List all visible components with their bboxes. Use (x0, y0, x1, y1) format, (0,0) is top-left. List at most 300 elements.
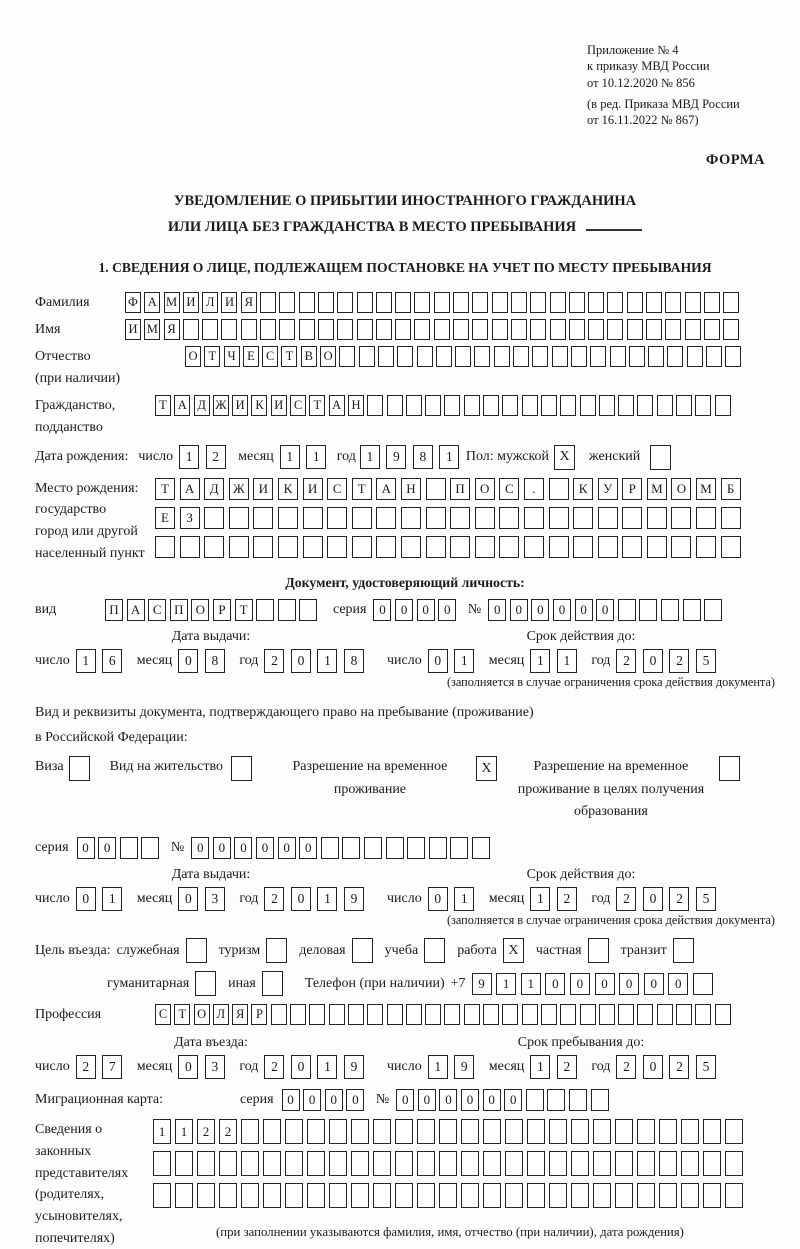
form-cell[interactable] (502, 1004, 518, 1025)
form-cell[interactable] (395, 1183, 413, 1208)
form-cell[interactable]: 8 (205, 649, 225, 673)
form-cell[interactable] (241, 1151, 259, 1176)
form-cell[interactable] (593, 1119, 611, 1144)
form-cell[interactable]: 1 (428, 1055, 448, 1079)
form-cell[interactable]: 1 (317, 649, 337, 673)
form-cell[interactable]: З (180, 507, 200, 529)
form-cell[interactable] (659, 1183, 677, 1208)
form-cell[interactable] (671, 536, 691, 558)
form-cell[interactable] (434, 319, 450, 340)
form-cell[interactable] (646, 292, 662, 313)
form-cell[interactable]: М (696, 478, 716, 500)
form-cell[interactable]: 1 (530, 649, 550, 673)
form-cell[interactable]: 0 (234, 837, 252, 859)
form-cell[interactable]: 0 (303, 1089, 321, 1111)
form-cell[interactable]: А (174, 395, 190, 416)
form-cell[interactable] (725, 1151, 743, 1176)
form-cell[interactable] (571, 346, 587, 367)
form-cell[interactable]: 1 (530, 887, 550, 911)
form-cell[interactable] (532, 346, 548, 367)
form-cell[interactable] (285, 1151, 303, 1176)
form-cell[interactable] (426, 536, 446, 558)
form-cell[interactable]: П (105, 599, 123, 621)
form-cell[interactable]: 0 (291, 649, 311, 673)
form-cell[interactable] (530, 292, 546, 313)
form-cell[interactable] (351, 1119, 369, 1144)
form-cell[interactable]: 1 (557, 649, 577, 673)
form-cell[interactable] (483, 395, 499, 416)
form-cell[interactable] (175, 1151, 193, 1176)
form-cell[interactable] (637, 1183, 655, 1208)
form-cell[interactable] (395, 319, 411, 340)
form-cell[interactable] (219, 1183, 237, 1208)
form-cell[interactable] (357, 292, 373, 313)
form-cell[interactable] (279, 292, 295, 313)
form-cell[interactable] (723, 292, 739, 313)
form-cell[interactable] (618, 1004, 634, 1025)
form-cell[interactable]: 1 (317, 1055, 337, 1079)
purpose-other-checkbox[interactable] (262, 971, 283, 996)
form-cell[interactable]: 2 (219, 1119, 237, 1144)
form-cell[interactable]: 0 (325, 1089, 343, 1111)
form-cell[interactable] (685, 292, 701, 313)
form-cell[interactable]: 2 (206, 445, 226, 469)
form-cell[interactable] (141, 837, 159, 859)
form-cell[interactable] (618, 395, 634, 416)
form-cell[interactable] (571, 1151, 589, 1176)
form-cell[interactable] (639, 599, 657, 621)
form-cell[interactable] (588, 292, 604, 313)
form-cell[interactable]: Р (622, 478, 642, 500)
form-cell[interactable] (527, 1183, 545, 1208)
form-cell[interactable]: Т (235, 599, 253, 621)
form-cell[interactable] (681, 1151, 699, 1176)
form-cell[interactable]: 0 (291, 887, 311, 911)
form-cell[interactable] (703, 1151, 721, 1176)
form-cell[interactable] (367, 1004, 383, 1025)
form-cell[interactable] (665, 292, 681, 313)
form-cell[interactable]: 1 (439, 445, 459, 469)
form-cell[interactable] (590, 346, 606, 367)
form-cell[interactable]: А (144, 292, 160, 313)
purpose-study-checkbox[interactable] (424, 938, 445, 963)
form-cell[interactable] (376, 319, 392, 340)
form-cell[interactable]: 0 (553, 599, 571, 621)
form-cell[interactable] (426, 507, 446, 529)
gender-male-checkbox[interactable]: X (554, 445, 575, 470)
form-cell[interactable]: 5 (696, 1055, 716, 1079)
form-cell[interactable] (329, 1119, 347, 1144)
form-cell[interactable] (253, 536, 273, 558)
form-cell[interactable] (526, 1089, 544, 1111)
form-cell[interactable] (318, 292, 334, 313)
form-cell[interactable]: 1 (317, 887, 337, 911)
form-cell[interactable] (278, 507, 298, 529)
form-cell[interactable] (439, 1119, 457, 1144)
form-cell[interactable] (527, 1151, 545, 1176)
form-cell[interactable] (373, 1183, 391, 1208)
form-cell[interactable] (569, 319, 585, 340)
form-cell[interactable] (665, 319, 681, 340)
form-cell[interactable] (703, 1119, 721, 1144)
form-cell[interactable]: 0 (373, 599, 391, 621)
form-cell[interactable] (622, 507, 642, 529)
form-cell[interactable] (327, 507, 347, 529)
form-cell[interactable]: Я (164, 319, 180, 340)
form-cell[interactable] (204, 536, 224, 558)
form-cell[interactable] (725, 1119, 743, 1144)
form-cell[interactable] (715, 395, 731, 416)
form-cell[interactable]: С (327, 478, 347, 500)
form-cell[interactable] (461, 1183, 479, 1208)
form-cell[interactable]: 9 (344, 887, 364, 911)
form-cell[interactable] (241, 1183, 259, 1208)
gender-female-checkbox[interactable] (650, 445, 671, 470)
form-cell[interactable]: О (671, 478, 691, 500)
form-cell[interactable] (439, 1151, 457, 1176)
form-cell[interactable] (278, 599, 296, 621)
form-cell[interactable] (414, 292, 430, 313)
form-cell[interactable]: 2 (669, 1055, 689, 1079)
form-cell[interactable]: 8 (413, 445, 433, 469)
form-cell[interactable] (661, 599, 679, 621)
form-cell[interactable]: 2 (264, 649, 284, 673)
form-cell[interactable]: 1 (175, 1119, 193, 1144)
form-cell[interactable] (464, 1004, 480, 1025)
form-cell[interactable] (721, 536, 741, 558)
form-cell[interactable] (256, 599, 274, 621)
form-cell[interactable] (483, 1151, 501, 1176)
form-cell[interactable] (550, 292, 566, 313)
form-cell[interactable]: 0 (346, 1089, 364, 1111)
form-cell[interactable] (364, 837, 382, 859)
form-cell[interactable] (253, 507, 273, 529)
form-cell[interactable]: Р (251, 1004, 267, 1025)
form-cell[interactable] (483, 1183, 501, 1208)
form-cell[interactable] (329, 1183, 347, 1208)
form-cell[interactable] (593, 1183, 611, 1208)
form-cell[interactable] (285, 1119, 303, 1144)
form-cell[interactable]: 0 (596, 599, 614, 621)
form-cell[interactable] (229, 536, 249, 558)
form-cell[interactable] (622, 536, 642, 558)
form-cell[interactable] (511, 292, 527, 313)
form-cell[interactable] (569, 292, 585, 313)
form-cell[interactable] (696, 507, 716, 529)
form-cell[interactable] (219, 1151, 237, 1176)
form-cell[interactable]: С (499, 478, 519, 500)
form-cell[interactable] (721, 507, 741, 529)
form-cell[interactable] (588, 319, 604, 340)
form-cell[interactable] (378, 346, 394, 367)
form-cell[interactable] (683, 599, 701, 621)
form-cell[interactable]: Ж (213, 395, 229, 416)
form-cell[interactable]: 1 (496, 973, 516, 995)
form-cell[interactable] (455, 346, 471, 367)
form-cell[interactable] (569, 1089, 587, 1111)
form-cell[interactable]: 0 (291, 1055, 311, 1079)
form-cell[interactable] (309, 1004, 325, 1025)
form-cell[interactable] (499, 536, 519, 558)
purpose-transit-checkbox[interactable] (673, 938, 694, 963)
form-cell[interactable]: 0 (428, 887, 448, 911)
form-cell[interactable] (704, 319, 720, 340)
form-cell[interactable]: О (185, 346, 201, 367)
form-cell[interactable] (450, 507, 470, 529)
form-cell[interactable] (618, 599, 636, 621)
form-cell[interactable] (279, 319, 295, 340)
form-cell[interactable] (241, 1119, 259, 1144)
form-cell[interactable]: Р (213, 599, 231, 621)
form-cell[interactable]: Т (309, 395, 325, 416)
option-residence-permit-checkbox[interactable] (231, 756, 252, 781)
form-cell[interactable]: Н (401, 478, 421, 500)
form-cell[interactable] (615, 1151, 633, 1176)
form-cell[interactable] (475, 507, 495, 529)
form-cell[interactable] (299, 292, 315, 313)
form-cell[interactable]: А (180, 478, 200, 500)
form-cell[interactable]: 0 (668, 973, 688, 995)
form-cell[interactable]: Ч (224, 346, 240, 367)
form-cell[interactable]: Т (281, 346, 297, 367)
form-cell[interactable] (547, 1089, 565, 1111)
form-cell[interactable] (513, 346, 529, 367)
form-cell[interactable] (406, 1004, 422, 1025)
form-cell[interactable]: 0 (438, 599, 456, 621)
form-cell[interactable]: Я (232, 1004, 248, 1025)
form-cell[interactable]: 3 (205, 887, 225, 911)
form-cell[interactable]: 2 (616, 649, 636, 673)
form-cell[interactable]: 0 (545, 973, 565, 995)
form-cell[interactable] (352, 536, 372, 558)
form-cell[interactable]: М (144, 319, 160, 340)
form-cell[interactable] (676, 395, 692, 416)
form-cell[interactable] (549, 507, 569, 529)
form-cell[interactable]: 0 (178, 649, 198, 673)
form-cell[interactable]: 0 (643, 887, 663, 911)
form-cell[interactable] (263, 1119, 281, 1144)
form-cell[interactable] (505, 1119, 523, 1144)
form-cell[interactable] (593, 1151, 611, 1176)
form-cell[interactable] (450, 837, 468, 859)
form-cell[interactable] (197, 1183, 215, 1208)
form-cell[interactable] (175, 1183, 193, 1208)
form-cell[interactable] (637, 1004, 653, 1025)
form-cell[interactable] (426, 478, 446, 500)
form-cell[interactable] (351, 1151, 369, 1176)
form-cell[interactable]: А (376, 478, 396, 500)
form-cell[interactable] (464, 395, 480, 416)
form-cell[interactable] (549, 536, 569, 558)
form-cell[interactable] (610, 346, 626, 367)
form-cell[interactable] (221, 319, 237, 340)
form-cell[interactable]: 9 (386, 445, 406, 469)
form-cell[interactable] (429, 837, 447, 859)
form-cell[interactable] (657, 395, 673, 416)
form-cell[interactable]: 0 (439, 1089, 457, 1111)
form-cell[interactable]: С (148, 599, 166, 621)
form-cell[interactable] (327, 536, 347, 558)
form-cell[interactable] (263, 1151, 281, 1176)
form-cell[interactable] (571, 1119, 589, 1144)
form-cell[interactable]: 1 (454, 649, 474, 673)
form-cell[interactable]: 0 (213, 837, 231, 859)
form-cell[interactable] (704, 599, 722, 621)
form-cell[interactable]: И (271, 395, 287, 416)
form-cell[interactable] (450, 536, 470, 558)
form-cell[interactable]: Т (155, 478, 175, 500)
form-cell[interactable] (407, 837, 425, 859)
form-cell[interactable]: Л (202, 292, 218, 313)
form-cell[interactable] (494, 346, 510, 367)
form-cell[interactable]: 0 (488, 599, 506, 621)
form-cell[interactable]: Т (155, 395, 171, 416)
form-cell[interactable] (681, 1183, 699, 1208)
form-cell[interactable] (725, 1183, 743, 1208)
form-cell[interactable] (647, 536, 667, 558)
form-cell[interactable]: 1 (179, 445, 199, 469)
form-cell[interactable]: 3 (205, 1055, 225, 1079)
form-cell[interactable] (549, 1151, 567, 1176)
form-cell[interactable] (598, 507, 618, 529)
form-cell[interactable] (704, 292, 720, 313)
form-cell[interactable] (155, 536, 175, 558)
form-cell[interactable] (395, 1151, 413, 1176)
form-cell[interactable]: О (475, 478, 495, 500)
form-cell[interactable] (299, 599, 317, 621)
form-cell[interactable] (278, 536, 298, 558)
form-cell[interactable]: 2 (264, 1055, 284, 1079)
form-cell[interactable]: 2 (669, 887, 689, 911)
form-cell[interactable]: М (647, 478, 667, 500)
form-cell[interactable] (693, 973, 713, 995)
form-cell[interactable]: 2 (557, 887, 577, 911)
form-cell[interactable]: 0 (510, 599, 528, 621)
form-cell[interactable]: 1 (76, 649, 96, 673)
form-cell[interactable] (472, 292, 488, 313)
form-cell[interactable]: 1 (360, 445, 380, 469)
form-cell[interactable]: 0 (76, 887, 96, 911)
form-cell[interactable] (483, 1004, 499, 1025)
form-cell[interactable] (599, 395, 615, 416)
purpose-business-checkbox[interactable] (352, 938, 373, 963)
form-cell[interactable] (571, 1183, 589, 1208)
form-cell[interactable]: Н (348, 395, 364, 416)
form-cell[interactable] (367, 395, 383, 416)
form-cell[interactable] (229, 507, 249, 529)
form-cell[interactable] (417, 1119, 435, 1144)
form-cell[interactable]: 1 (306, 445, 326, 469)
form-cell[interactable] (401, 507, 421, 529)
form-cell[interactable]: 0 (417, 599, 435, 621)
form-cell[interactable]: 5 (696, 649, 716, 673)
form-cell[interactable] (337, 292, 353, 313)
form-cell[interactable]: 0 (282, 1089, 300, 1111)
form-cell[interactable] (505, 1183, 523, 1208)
form-cell[interactable]: 0 (98, 837, 116, 859)
form-cell[interactable]: Т (352, 478, 372, 500)
form-cell[interactable] (342, 837, 360, 859)
form-cell[interactable] (522, 1004, 538, 1025)
form-cell[interactable]: 2 (264, 887, 284, 911)
form-cell[interactable]: 2 (616, 1055, 636, 1079)
form-cell[interactable]: 0 (570, 973, 590, 995)
form-cell[interactable] (591, 1089, 609, 1111)
form-cell[interactable]: 0 (643, 1055, 663, 1079)
form-cell[interactable]: 0 (531, 599, 549, 621)
form-cell[interactable] (696, 536, 716, 558)
form-cell[interactable]: С (290, 395, 306, 416)
form-cell[interactable] (646, 319, 662, 340)
form-cell[interactable] (417, 1151, 435, 1176)
form-cell[interactable]: П (170, 599, 188, 621)
fill-in-blank-line[interactable] (586, 217, 642, 231)
form-cell[interactable] (659, 1119, 677, 1144)
form-cell[interactable]: 6 (102, 649, 122, 673)
form-cell[interactable] (401, 536, 421, 558)
form-cell[interactable]: И (183, 292, 199, 313)
form-cell[interactable]: 0 (256, 837, 274, 859)
form-cell[interactable] (329, 1004, 345, 1025)
form-cell[interactable] (373, 1151, 391, 1176)
form-cell[interactable]: 0 (77, 837, 95, 859)
form-cell[interactable]: А (329, 395, 345, 416)
form-cell[interactable] (339, 346, 355, 367)
form-cell[interactable] (505, 1151, 523, 1176)
form-cell[interactable] (573, 536, 593, 558)
form-cell[interactable] (472, 319, 488, 340)
form-cell[interactable] (180, 536, 200, 558)
form-cell[interactable] (541, 1004, 557, 1025)
form-cell[interactable]: Я (241, 292, 257, 313)
form-cell[interactable]: 2 (76, 1055, 96, 1079)
form-cell[interactable]: П (450, 478, 470, 500)
form-cell[interactable]: 7 (102, 1055, 122, 1079)
form-cell[interactable] (303, 507, 323, 529)
form-cell[interactable] (417, 1183, 435, 1208)
form-cell[interactable]: Д (194, 395, 210, 416)
form-cell[interactable]: 0 (504, 1089, 522, 1111)
form-cell[interactable] (417, 346, 433, 367)
form-cell[interactable]: Т (174, 1004, 190, 1025)
form-cell[interactable] (527, 1119, 545, 1144)
form-cell[interactable] (685, 319, 701, 340)
form-cell[interactable] (387, 1004, 403, 1025)
form-cell[interactable] (425, 395, 441, 416)
form-cell[interactable]: 0 (428, 649, 448, 673)
form-cell[interactable] (351, 1183, 369, 1208)
form-cell[interactable]: 9 (472, 973, 492, 995)
form-cell[interactable]: И (303, 478, 323, 500)
form-cell[interactable] (657, 1004, 673, 1025)
form-cell[interactable]: 0 (643, 649, 663, 673)
form-cell[interactable]: 9 (454, 1055, 474, 1079)
form-cell[interactable]: 0 (575, 599, 593, 621)
form-cell[interactable] (541, 395, 557, 416)
form-cell[interactable] (153, 1183, 171, 1208)
form-cell[interactable]: 0 (178, 887, 198, 911)
form-cell[interactable]: Е (243, 346, 259, 367)
form-cell[interactable]: 1 (153, 1119, 171, 1144)
form-cell[interactable]: Ф (125, 292, 141, 313)
form-cell[interactable] (260, 319, 276, 340)
form-cell[interactable] (395, 1119, 413, 1144)
form-cell[interactable] (703, 1183, 721, 1208)
form-cell[interactable] (318, 319, 334, 340)
form-cell[interactable]: 1 (102, 887, 122, 911)
form-cell[interactable] (329, 1151, 347, 1176)
form-cell[interactable]: 0 (396, 1089, 414, 1111)
